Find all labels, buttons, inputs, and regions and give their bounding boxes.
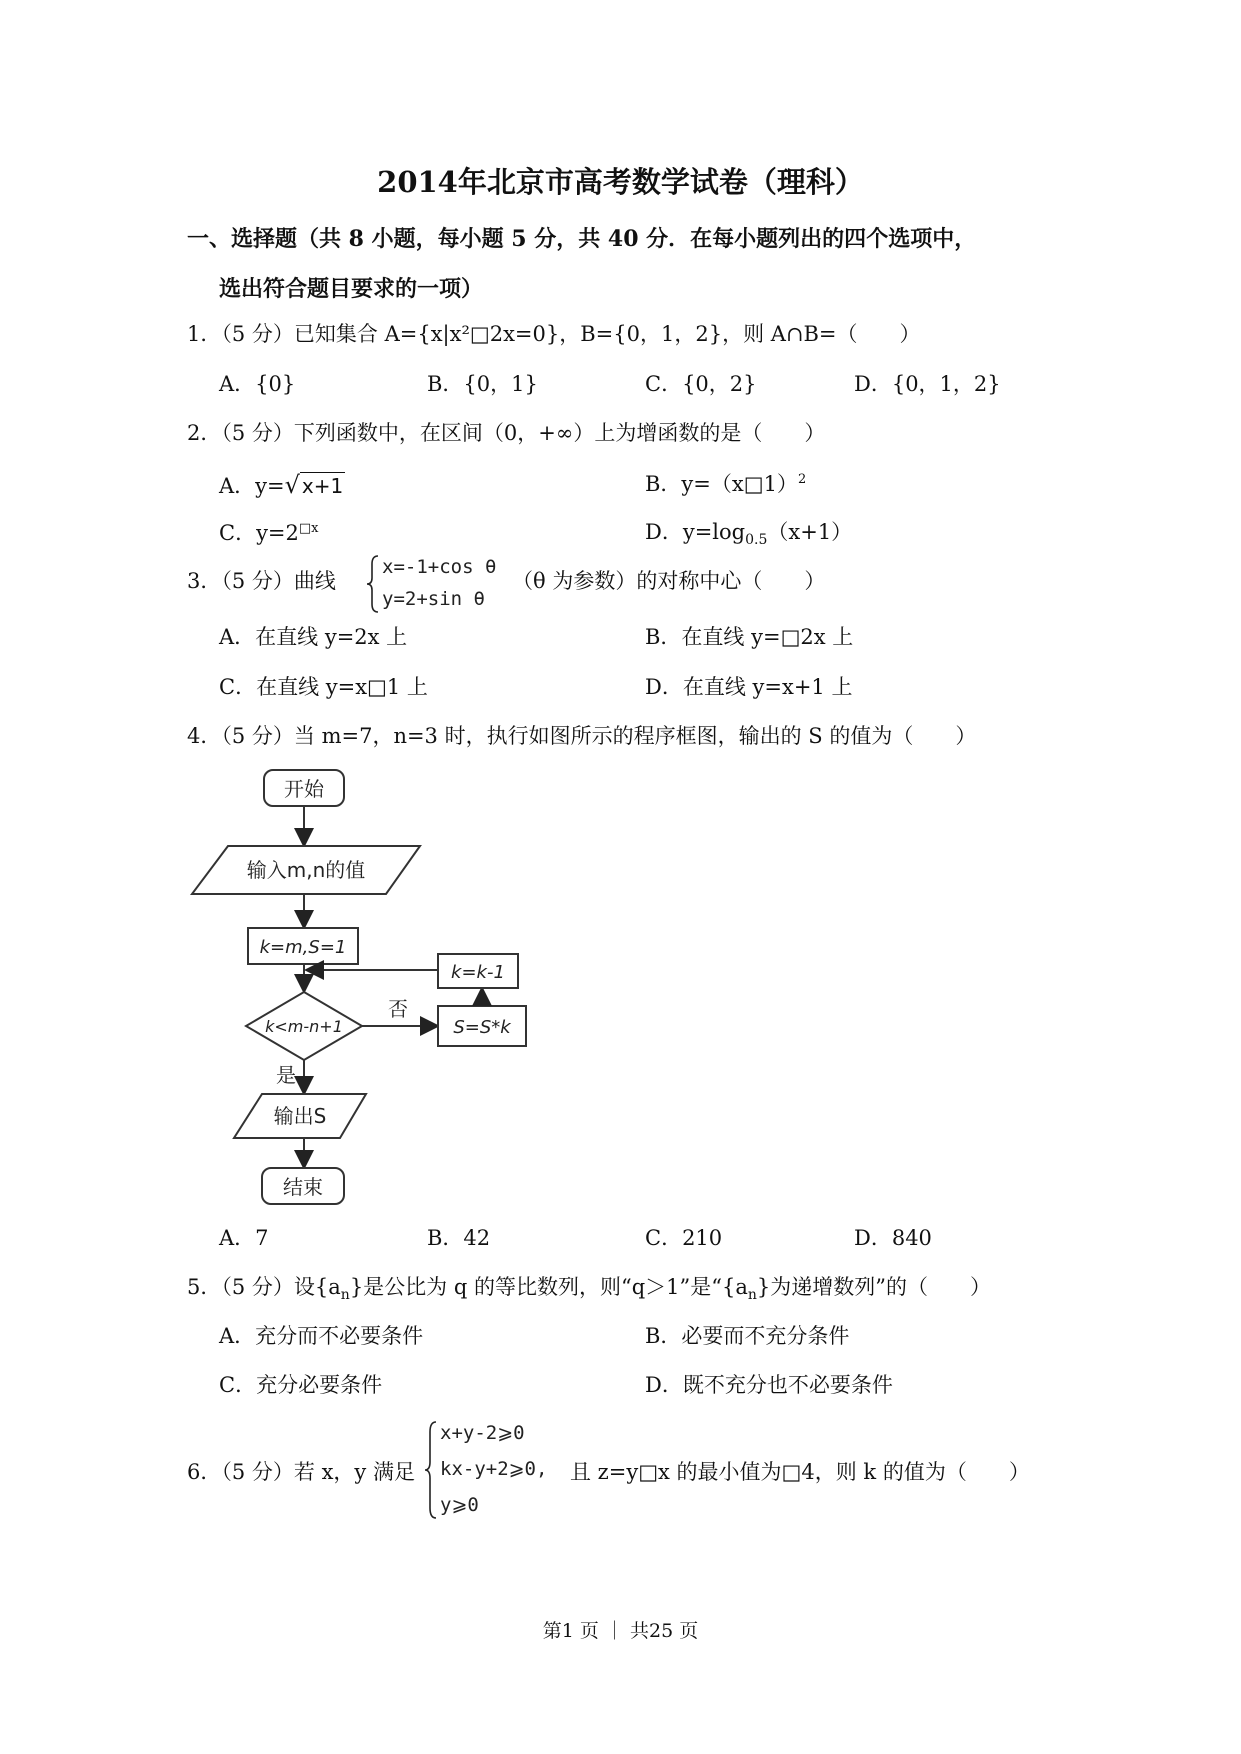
question-5-stem-part-3: }为递增数列”的（ ） xyxy=(756,1275,991,1299)
question-2-option-b-exponent: 2 xyxy=(797,472,807,487)
flowchart-init-label: k=m,S=1 xyxy=(259,937,347,958)
question-5-stem-part-2: }是公比为 q 的等比数列，则“q＞1”是“{a xyxy=(349,1275,748,1299)
question-2-option-d-tail: （x+1） xyxy=(767,520,853,544)
question-2-stem: 2．（5 分）下列函数中，在区间（0，+∞）上为增函数的是（ ） xyxy=(187,421,826,445)
question-5-stem-part-1: 5．（5 分）设{a xyxy=(187,1275,341,1299)
question-3-option-c: C．在直线 y=x□1 上 xyxy=(219,675,428,699)
sqrt-sign: √ xyxy=(284,471,300,499)
question-4-option-d: D．840 xyxy=(854,1226,932,1250)
flowchart-yes-label: 是 xyxy=(276,1063,296,1087)
question-4-stem: 4．（5 分）当 m=7，n=3 时，执行如图所示的程序框图，输出的 S 的值为（ ） xyxy=(187,724,977,748)
left-brace xyxy=(366,554,380,614)
question-2-option-b-text: B．y=（x□1） xyxy=(645,472,798,496)
question-4-option-c: C．210 xyxy=(645,1226,723,1250)
flowchart-start-label: 开始 xyxy=(284,777,324,801)
question-6-stem-suffix: 且 z=y□x 的最小值为□4，则 k 的值为（ ） xyxy=(570,1460,1030,1484)
question-3-parametric-system xyxy=(366,554,506,614)
constraint-line-3: y⩾0 xyxy=(440,1494,479,1516)
question-2-option-a xyxy=(219,473,345,497)
question-2-option-a-text: A．y= xyxy=(219,474,285,498)
sqrt-radicand: x+1 xyxy=(301,474,344,498)
question-3-option-d: D．在直线 y=x+1 上 xyxy=(645,675,853,699)
question-2-option-d xyxy=(645,522,852,547)
flowchart-end-label: 结束 xyxy=(283,1175,323,1199)
question-1-option-d: D．{0，1，2} xyxy=(854,372,1001,396)
question-1-option-b: B．{0，1} xyxy=(427,372,538,396)
program-flowchart xyxy=(190,768,550,1208)
question-2-option-c-exponent: □x xyxy=(298,521,319,536)
question-5-subscript-1: n xyxy=(340,1287,350,1303)
question-1-stem: 1．（5 分）已知集合 A={x|x²□2x=0}，B={0，1，2}，则 A∩B=（ ） xyxy=(187,322,921,346)
page-footer: 第1 页 ｜ 共25 页 xyxy=(542,1620,699,1642)
question-5-stem xyxy=(187,1277,991,1302)
question-3-stem-suffix: （θ 为参数）的对称中心（ ） xyxy=(512,569,826,593)
section-heading-line-2: 选出符合题目要求的一项） xyxy=(219,276,484,302)
question-1-option-c: C．{0，2} xyxy=(645,372,757,396)
page-title: 2014年北京市高考数学试卷（理科） xyxy=(377,165,864,199)
constraint-line-1: x+y-2⩾0 xyxy=(440,1422,525,1444)
left-brace xyxy=(424,1420,438,1520)
question-6-stem-prefix: 6．（5 分）若 x，y 满足 xyxy=(187,1460,415,1484)
question-3-stem-prefix: 3．（5 分）曲线 xyxy=(187,569,336,593)
question-3-option-a: A．在直线 y=2x 上 xyxy=(219,625,408,649)
flowchart-no-label: 否 xyxy=(388,997,408,1021)
question-2-option-b xyxy=(645,473,806,495)
question-6-constraint-system xyxy=(424,1420,564,1520)
question-3-option-b: B．在直线 y=□2x 上 xyxy=(645,625,854,649)
question-5-subscript-2: n xyxy=(747,1287,757,1303)
question-4-option-b: B．42 xyxy=(427,1226,491,1250)
flowchart-input-label: 输入m,n的值 xyxy=(246,858,366,882)
question-1-option-a: A．{0} xyxy=(219,372,296,396)
question-2-option-d-subscript: 0.5 xyxy=(745,532,768,548)
section-heading-line-1: 一、选择题（共 8 小题，每小题 5 分，共 40 分．在每小题列出的四个选项中， xyxy=(187,226,977,252)
flowchart-condition-label: k<m-n+1 xyxy=(265,1017,343,1036)
flowchart-output-label: 输出S xyxy=(273,1104,327,1128)
question-2-option-d-text: D．y=log xyxy=(645,520,746,544)
constraint-line-2: kx-y+2⩾0, xyxy=(440,1458,548,1480)
system-line-1: x=-1+cos θ xyxy=(382,556,497,578)
flowchart-multiply-label: S=S*k xyxy=(453,1017,511,1038)
question-2-option-c xyxy=(219,522,319,544)
system-line-2: y=2+sin θ xyxy=(382,588,485,610)
question-5-option-a: A．充分而不必要条件 xyxy=(219,1324,424,1348)
question-2-option-c-text: C．y=2 xyxy=(219,521,299,545)
flowchart-decrement-label: k=k-1 xyxy=(451,962,505,983)
question-5-option-d: D．既不充分也不必要条件 xyxy=(645,1373,893,1397)
question-5-option-c: C．充分必要条件 xyxy=(219,1373,383,1397)
question-4-option-a: A．7 xyxy=(219,1226,269,1250)
question-5-option-b: B．必要而不充分条件 xyxy=(645,1324,850,1348)
